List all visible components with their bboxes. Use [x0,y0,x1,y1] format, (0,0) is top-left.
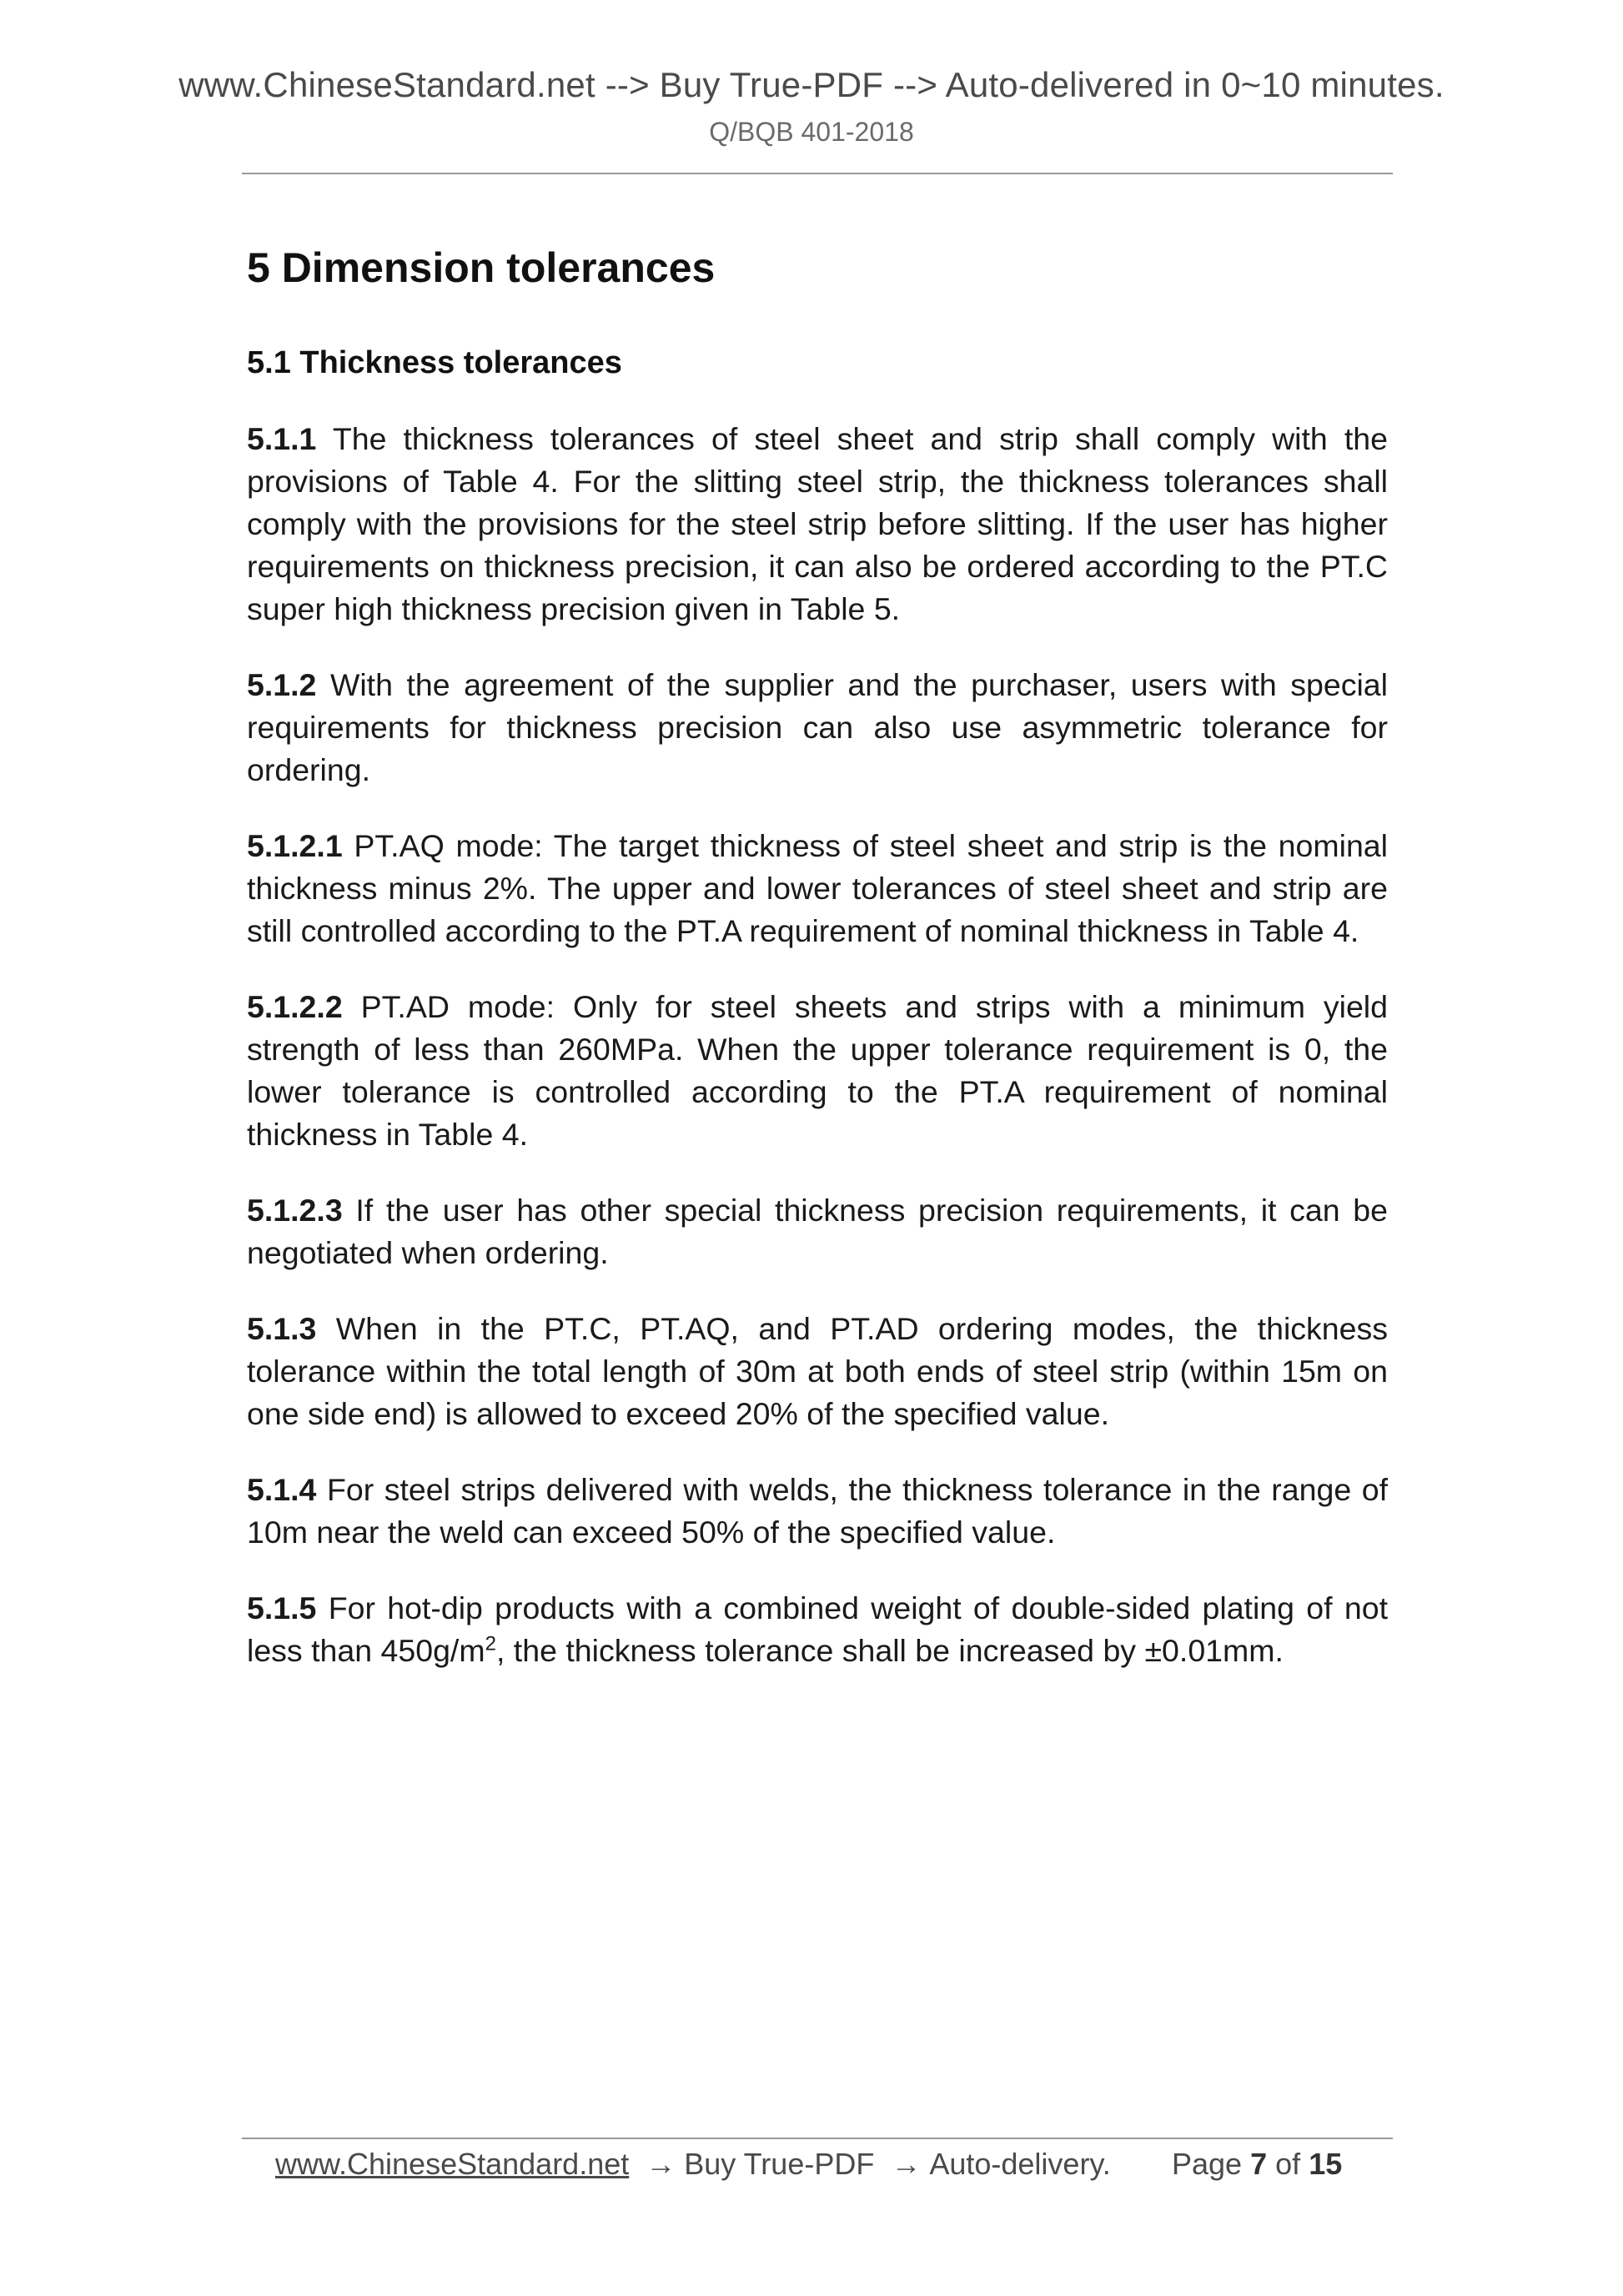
page-content [247,238,1388,1706]
page-of: of [1275,2147,1301,2181]
arrow-right-icon: → [891,2147,922,2181]
clause-5-1-2-1 [247,825,1388,952]
arrow-right-icon: → [646,2147,676,2181]
footer-delivery-text: Auto-delivery. [929,2147,1111,2181]
document-code: Q/BQB 401-2018 [709,117,914,147]
page-footer [275,2143,1368,2185]
clause-5-1-2-2 [247,986,1388,1156]
clause-number: 5.1.4 [247,1472,317,1507]
clause-5-1-2-3 [247,1189,1388,1274]
footer-site-link[interactable]: www.ChineseStandard.net [275,2147,630,2181]
clause-text: With the agreement of the supplier and the purchaser, users with special requirements for thickness precision can also use asymmetric tolerance for ordering. [247,667,1388,787]
clause-text: If the user has other special thickness precision requirements, it can be negotiated when ordering. [247,1193,1388,1270]
clause-text: For steel strips delivered with welds, the thickness tolerance in the range of 10m near the weld can exceed 50% of the specified value. [247,1472,1388,1550]
clause-5-1-2 [247,664,1388,791]
clause-text: The thickness tolerances of steel sheet and strip shall comply with the provisions of Table 4. For the slitting steel strip, the thickness tolerances shall comply with the provisions for the steel strip before slitting. If the user has higher requirements on thickness precision, it can also be ordered according to the PT.C super high thickness precision given in Table 5. [247,421,1388,626]
page-current: 7 [1250,2147,1268,2181]
header-divider [242,173,1393,174]
clause-5-1-1 [247,418,1388,631]
clause-text-continued: , the thickness tolerance shall be increased by ±0.01mm. [495,1633,1284,1668]
clause-text: PT.AD mode: Only for steel sheets and strips with a minimum yield strength of less than 260MPa. When the upper tolerance requirement is 0, the lower tolerance is controlled according to the PT.A requirement of nominal thickness in Table 4. [247,989,1388,1152]
clause-5-1-4 [247,1469,1388,1554]
clause-number: 5.1.2.2 [247,989,343,1024]
section-title: 5 Dimension tolerances [247,244,716,291]
clause-number: 5.1.2.3 [247,1193,343,1228]
clause-number: 5.1.1 [247,421,317,456]
clause-number: 5.1.5 [247,1590,317,1625]
subsection-title: 5.1 Thickness tolerances [247,345,622,380]
clause-number: 5.1.3 [247,1311,317,1346]
clause-5-1-5 [247,1587,1388,1672]
clause-text: PT.AQ mode: The target thickness of steel sheet and strip is the nominal thickness minus 2%. The upper and lower tolerances of steel sheet and strip are still controlled according to the PT.A requirement of nominal thickness in Table 4. [247,828,1388,948]
footer-buy-text: Buy True-PDF [684,2147,875,2181]
page-total: 15 [1309,2147,1343,2181]
clause-number: 5.1.2.1 [247,828,343,863]
clause-number: 5.1.2 [247,667,317,702]
clause-text: When in the PT.C, PT.AQ, and PT.AD ordering modes, the thickness tolerance within the total length of 30m at both ends of steel strip (within 15m on one side end) is allowed to exceed 20% of the specified value. [247,1311,1389,1431]
clause-5-1-3 [247,1308,1388,1435]
superscript: 2 [485,1632,496,1655]
clause-text: For hot-dip products with a combined weight of double-sided plating of not less than 450g/m [247,1590,1388,1668]
footer-divider [242,2138,1393,2139]
header-banner: www.ChineseStandard.net --> Buy True-PDF --> Auto-delivered in 0~10 minutes. [178,65,1445,104]
page-number [1172,2143,1342,2185]
page-label: Page [1172,2147,1243,2181]
